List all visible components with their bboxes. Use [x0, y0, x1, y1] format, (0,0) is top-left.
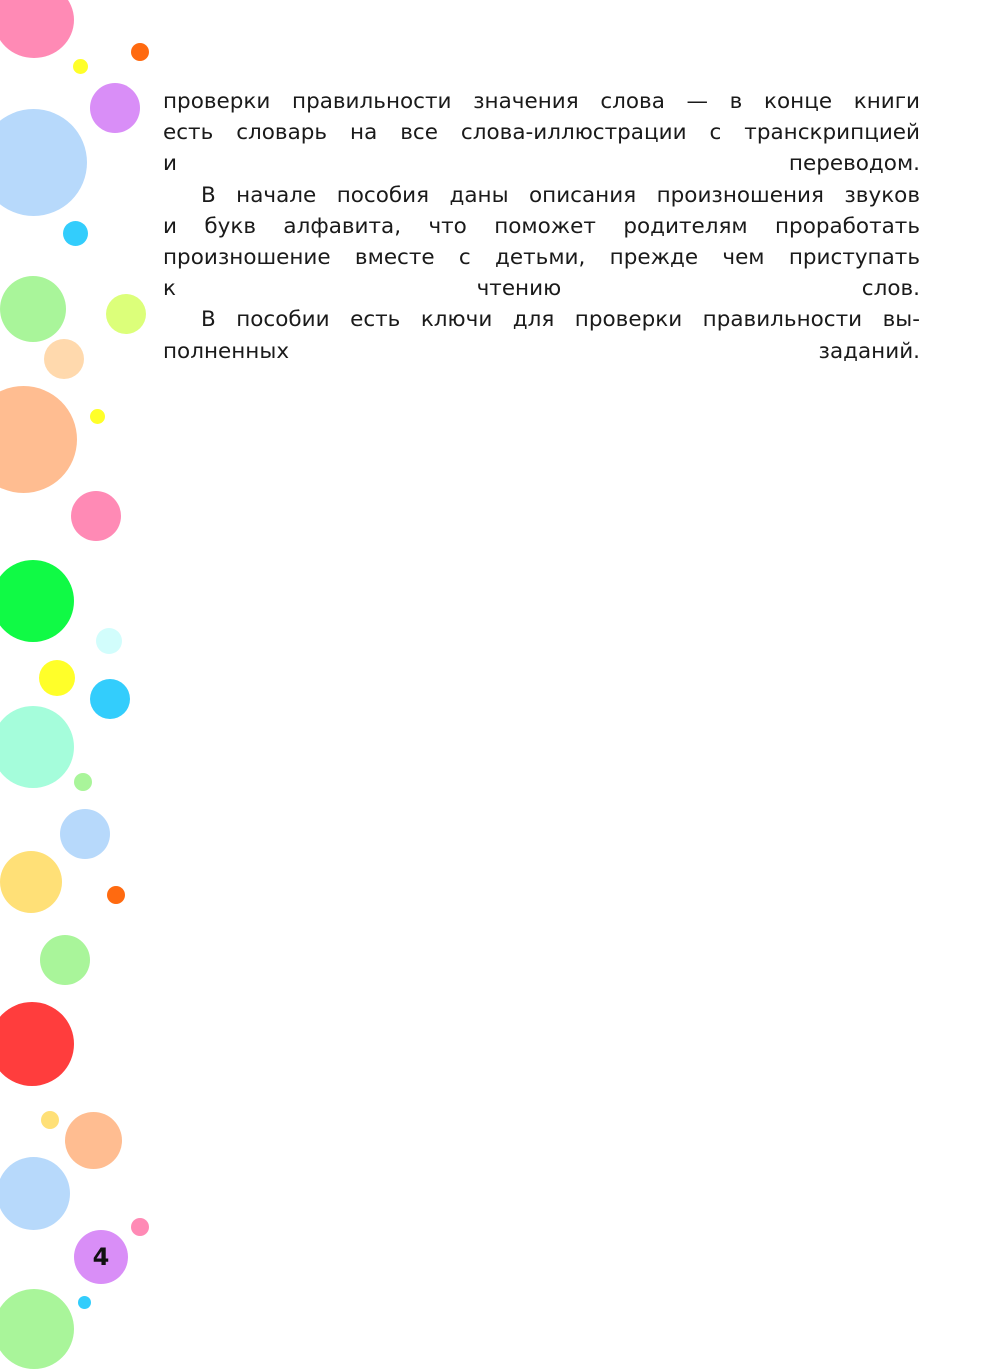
- paragraph: [163, 304, 920, 366]
- text-line: и переводом.: [163, 151, 920, 177]
- dot-yellow: [90, 409, 105, 424]
- dot-pink: [71, 491, 121, 541]
- dot-light-green: [40, 935, 90, 985]
- paragraph: [163, 86, 920, 180]
- body-text: [163, 86, 920, 367]
- dot-light-green: [0, 276, 66, 342]
- dot-mint: [0, 706, 74, 788]
- dot-yellow: [73, 59, 88, 74]
- dot-light-yellow: [41, 1111, 59, 1129]
- dot-peach: [44, 339, 84, 379]
- dot-pink: [0, 0, 74, 58]
- page-number: 4: [74, 1230, 128, 1284]
- dot-light-blue: [0, 1157, 70, 1230]
- dot-lime: [106, 294, 146, 334]
- dot-light-green: [74, 773, 92, 791]
- dot-orange: [131, 43, 149, 61]
- dot-cyan: [78, 1296, 91, 1309]
- dot-light-yellow: [0, 851, 62, 913]
- dot-cyan: [90, 679, 130, 719]
- dot-cyan: [63, 221, 88, 246]
- text-line: есть словарь на все слова-иллюстрации с транскрипцией: [163, 120, 920, 146]
- dot-light-blue: [60, 809, 110, 859]
- dot-yellow: [39, 660, 75, 696]
- text-line: полненных заданий.: [163, 338, 920, 364]
- text-line: В начале пособия даны описания произношения звуков: [201, 182, 920, 208]
- dot-pale-cyan: [96, 628, 122, 654]
- text-line: В пособии есть ключи для проверки правильности вы-: [201, 307, 920, 333]
- text-line: проверки правильности значения слова — в конце книги: [163, 89, 920, 114]
- text-line: произношение вместе с детьми, прежде чем приступать: [163, 245, 920, 271]
- paragraph: [163, 180, 920, 305]
- dot-violet: [90, 83, 140, 133]
- dot-salmon: [65, 1112, 122, 1169]
- dot-orange: [107, 886, 125, 904]
- dot-red: [0, 1002, 74, 1086]
- dot-light-green: [0, 1289, 74, 1369]
- dot-pink: [131, 1218, 149, 1236]
- dot-light-blue: [0, 109, 87, 216]
- text-line: и букв алфавита, что поможет родителям проработать: [163, 213, 920, 239]
- text-line: к чтению слов.: [163, 276, 920, 302]
- dot-green: [0, 560, 74, 642]
- dot-salmon: [0, 386, 77, 493]
